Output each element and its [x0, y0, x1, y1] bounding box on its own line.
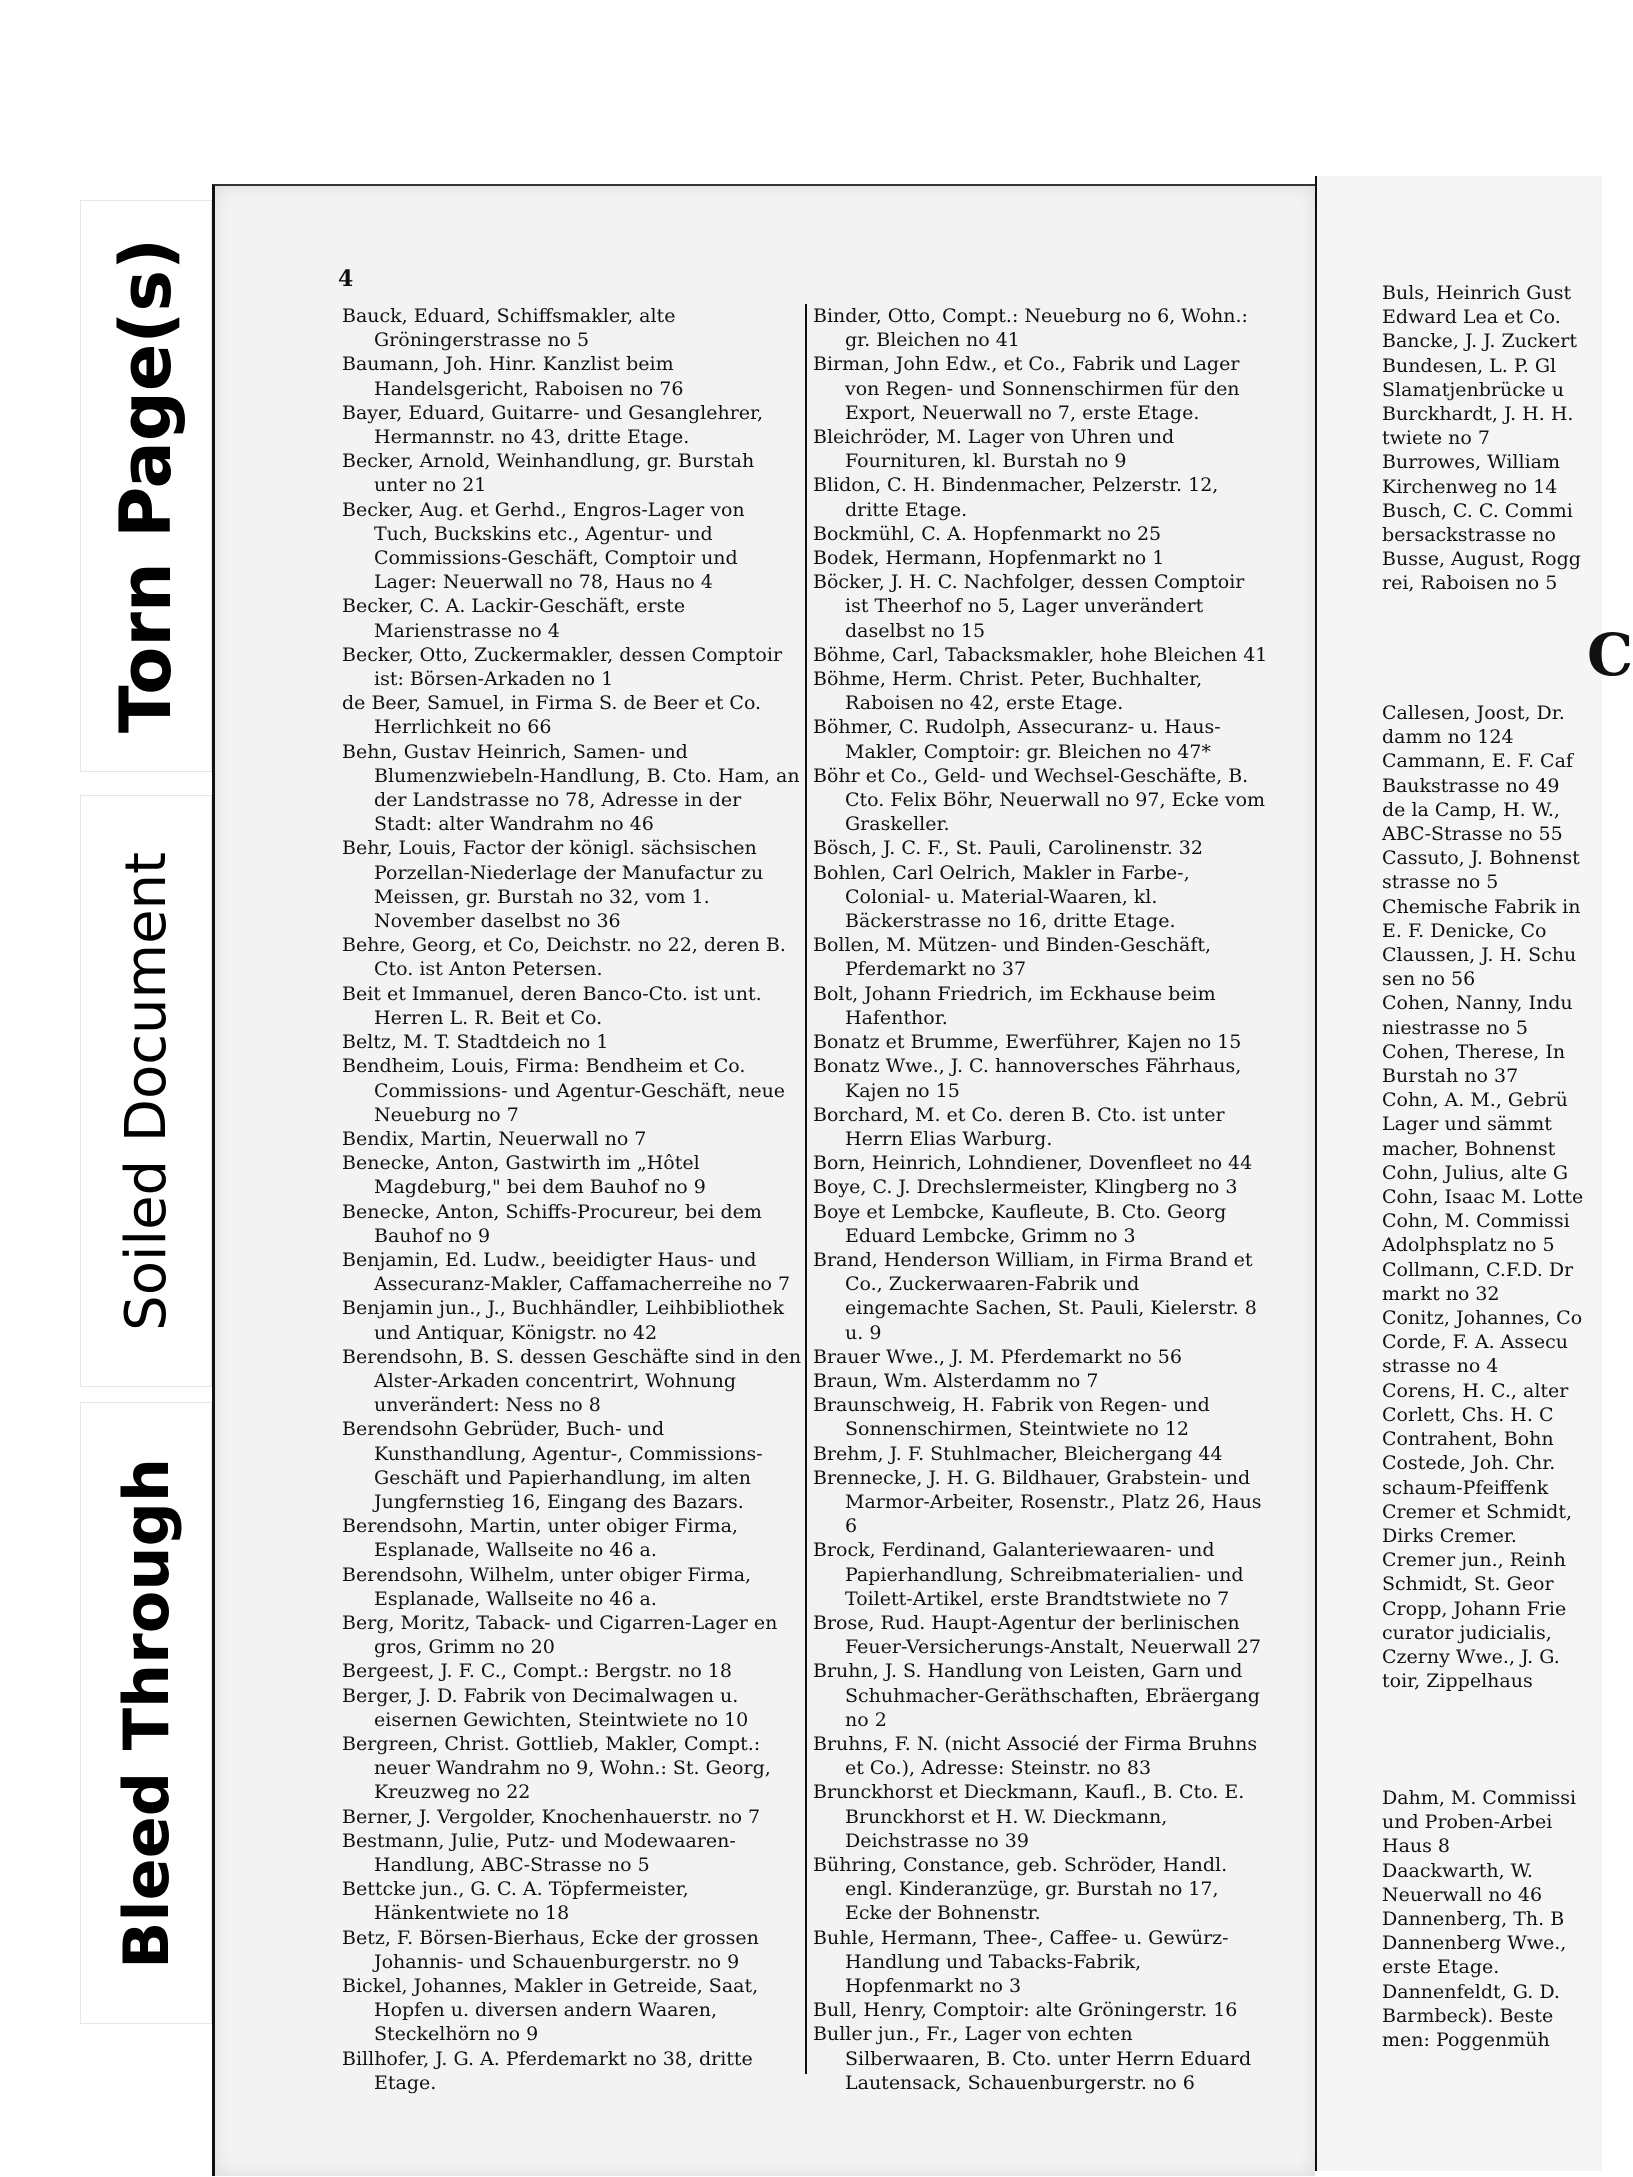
directory-entry: Bayer, Eduard, Guitarre- und Gesanglehrer, Hermannstr. no 43, dritte Etage.: [342, 401, 764, 449]
partial-entry-line: Busch, C. C. Commi: [1382, 499, 1573, 522]
right-column-top: [1382, 281, 1622, 596]
partial-entry-line: Cohen, Therese, In: [1382, 1040, 1566, 1063]
partial-entry-line: markt no 32: [1382, 1282, 1500, 1305]
partial-entry-line: Cohn, M. Commissi: [1382, 1210, 1570, 1233]
directory-entry: Brose, Rud. Haupt-Agentur der berlinischen Feuer-Versicherungs-Anstalt, Neuerwall 27: [813, 1611, 1261, 1659]
directory-entry: Benecke, Anton, Gastwirth im „Hôtel Magdeburg," bei dem Bauhof no 9: [342, 1152, 706, 1199]
partial-entry-line: Haus 8: [1382, 1835, 1451, 1858]
partial-entry-line: Callesen, Joost, Dr.: [1382, 702, 1565, 724]
partial-entry-line: Kirchenweg no 14: [1382, 475, 1558, 498]
directory-entry: Bollen, M. Mützen- und Binden-Geschäft, Pferdemarkt no 37: [813, 934, 1212, 981]
directory-entry: Bohlen, Carl Oelrich, Makler in Farbe-, Colonial- u. Material-Waaren, kl. Bäckerstrasse no 16, dritte Etage.: [813, 861, 1190, 933]
partial-entry-line: Cassuto, J. Bohnenst: [1382, 847, 1580, 870]
partial-entry-line: Corens, H. C., alter: [1382, 1379, 1569, 1402]
partial-entry-line: Cohn, A. M., Gebrü: [1382, 1089, 1568, 1112]
directory-entry: Bendix, Martin, Neuerwall no 7: [342, 1127, 647, 1150]
directory-entry: Becker, Aug. et Gerhd., Engros-Lager von Tuch, Buckskins etc., Agentur- und Commissions-Geschäft, Comptoir und Lager: Neuerwall no 78, Haus no 4: [342, 498, 745, 594]
directory-entry: Benecke, Anton, Schiffs-Procureur, bei dem Bauhof no 9: [342, 1200, 762, 1247]
directory-entry: Brehm, J. F. Stuhlmacher, Bleichergang 44: [813, 1442, 1223, 1465]
directory-entry: Berner, J. Vergolder, Knochenhauerstr. no 7: [342, 1805, 761, 1828]
partial-entry-line: curator judicialis,: [1382, 1621, 1552, 1644]
directory-entry: Bodek, Hermann, Hopfenmarkt no 1: [813, 547, 1165, 570]
directory-entry: Boye et Lembcke, Kaufleute, B. Cto. Georg Eduard Lembcke, Grimm no 3: [813, 1200, 1227, 1247]
directory-entry: Becker, C. A. Lackir-Geschäft, erste Marienstrasse no 4: [342, 595, 686, 642]
adjacent-page: [1315, 176, 1633, 2171]
directory-entry: Berendsohn, B. S. dessen Geschäfte sind in den Alster-Arkaden concentrirt, Wohnung unverändert: Ness no 8: [342, 1345, 802, 1417]
partial-entry-line: Burstah no 37: [1382, 1065, 1519, 1088]
directory-entry: Baumann, Joh. Hinr. Kanzlist beim Handelsgericht, Raboisen no 76: [342, 353, 684, 400]
partial-entry-line: Daackwarth, W.: [1382, 1859, 1533, 1882]
bleed-through-label: [80, 1402, 212, 2024]
partial-entry-line: Conitz, Johannes, Co: [1382, 1307, 1583, 1330]
partial-entry-line: ABC-Strasse no 55: [1382, 823, 1563, 846]
directory-entry: Bruhn, J. S. Handlung von Leisten, Garn und Schuhmacher-Geräthschaften, Ebräergang no 2: [813, 1660, 1260, 1731]
directory-entry: Berendsohn Gebrüder, Buch- und Kunsthandlung, Agentur-, Commissions-Geschäft und Papierhandlung, im alten Jungfernstieg 16, Eingang des Bazars.: [342, 1418, 763, 1513]
directory-entry: Bauck, Eduard, Schiffsmakler, alte Gröningerstrasse no 5: [342, 305, 676, 352]
partial-entry-line: Barmbeck). Beste: [1382, 2004, 1554, 2027]
partial-entry-line: Cremer jun., Reinh: [1382, 1549, 1566, 1572]
partial-entry-line: Slamatjenbrücke u: [1382, 378, 1564, 401]
partial-entry-line: Chemische Fabrik in: [1382, 895, 1581, 918]
directory-entry: Brock, Ferdinand, Galanteriewaaren- und Papierhandlung, Schreibmaterialien- und Toilett-Artikel, erste Brandtstwiete no 7: [813, 1539, 1244, 1610]
torn-pages-label: [80, 200, 212, 772]
directory-entry: Böhmer, C. Rudolph, Assecuranz- u. Haus-Makler, Comptoir: gr. Bleichen no 47*: [813, 716, 1221, 763]
partial-entry-line: Dannenberg Wwe.,: [1382, 1932, 1567, 1955]
directory-entry: Born, Heinrich, Lohndiener, Dovenfleet no 44: [813, 1152, 1253, 1175]
directory-entry: Behre, Georg, et Co, Deichstr. no 22, deren B. Cto. ist Anton Petersen.: [342, 934, 786, 981]
directory-page: [212, 184, 1315, 2176]
partial-entry-line: Dannenberg, Th. B: [1382, 1908, 1565, 1931]
partial-entry-line: Burckhardt, J. H. H.: [1382, 403, 1574, 426]
directory-entry: Benjamin jun., J., Buchhändler, Leihbibliothek und Antiquar, Königstr. no 42: [342, 1297, 785, 1344]
partial-entry-line: Claussen, J. H. Schu: [1382, 944, 1577, 967]
directory-entry: Bolt, Johann Friedrich, im Eckhause beim Hafenthor.: [813, 982, 1216, 1029]
partial-entry-line: Burrowes, William: [1382, 451, 1560, 474]
partial-entry-line: Costede, Joh. Chr.: [1382, 1452, 1556, 1475]
directory-entry: Binder, Otto, Compt.: Neueburg no 6, Wohn.: gr. Bleichen no 41: [813, 305, 1248, 352]
partial-entry-line: Cohn, Isaac M. Lotte: [1382, 1186, 1584, 1209]
directory-entry: Berger, J. D. Fabrik von Decimalwagen u. eisernen Gewichten, Steintwiete no 10: [342, 1684, 749, 1731]
right-column-middle: [1382, 701, 1622, 1693]
partial-entry-line: Edward Lea et Co.: [1382, 306, 1561, 329]
partial-entry-line: men: Poggenmüh: [1382, 2029, 1550, 2052]
soiled-document-label: [80, 795, 212, 1387]
partial-entry-line: Contrahent, Bohn: [1382, 1428, 1554, 1451]
partial-entry-line: toir, Zippelhaus: [1382, 1670, 1533, 1693]
directory-entry: Beit et Immanuel, deren Banco-Cto. ist unt. Herren L. R. Beit et Co.: [342, 982, 762, 1029]
directory-entry: Behr, Louis, Factor der königl. sächsischen Porzellan-Niederlage der Manufactur zu Meissen, gr. Burstah no 32, vom 1. November daselbst no 36: [342, 837, 764, 933]
directory-entry: Becker, Arnold, Weinhandlung, gr. Burstah unter no 21: [342, 450, 755, 497]
directory-entry: Bendheim, Louis, Firma: Bendheim et Co. Commissions- und Agentur-Geschäft, neue Neueburg no 7: [342, 1055, 786, 1126]
directory-entry: Bühring, Constance, geb. Schröder, Handl. engl. Kinderanzüge, gr. Burstah no 17, Ecke der Bohnenstr.: [813, 1854, 1228, 1925]
partial-entry-line: Bundesen, L. P. Gl: [1382, 354, 1557, 377]
section-letter: C: [1587, 621, 1633, 689]
directory-entry: Bestmann, Julie, Putz- und Modewaaren-Handlung, ABC-Strasse no 5: [342, 1829, 736, 1876]
directory-entry: Brunckhorst et Dieckmann, Kaufl., B. Cto. E. Brunckhorst et H. W. Dieckmann, Deichstrasse no 39: [813, 1781, 1245, 1852]
partial-entry-line: Lager und sämmt: [1382, 1113, 1552, 1136]
directory-entry: Brennecke, J. H. G. Bildhauer, Grabstein- und Marmor-Arbeiter, Rosenstr., Platz 26, Haus 6: [813, 1466, 1262, 1538]
soiled-document-text: Soiled Document: [113, 851, 179, 1331]
partial-entry-line: strasse no 5: [1382, 871, 1499, 894]
partial-entry-line: erste Etage.: [1382, 1956, 1500, 1979]
partial-entry-line: twiete no 7: [1382, 427, 1490, 450]
directory-entry: Bull, Henry, Comptoir: alte Gröningerstr. 16: [813, 1999, 1238, 2022]
partial-entry-line: Busse, August, Rogg: [1382, 548, 1581, 571]
directory-entry: Bruhns, F. N. (nicht Associé der Firma Bruhns et Co.), Adresse: Steinstr. no 83: [813, 1732, 1258, 1780]
partial-entry-line: Cammann, E. F. Caf: [1382, 750, 1573, 773]
partial-entry-line: strasse no 4: [1382, 1355, 1499, 1378]
partial-entry-line: sen no 56: [1382, 968, 1476, 991]
directory-entry: Bickel, Johannes, Makler in Getreide, Saat, Hopfen u. diversen andern Waaren, Steckelhörn no 9: [342, 1975, 759, 2046]
directory-entry: Beltz, M. T. Stadtdeich no 1: [342, 1031, 609, 1054]
partial-entry-line: Czerny Wwe., J. G.: [1382, 1645, 1560, 1668]
directory-entry: Buhle, Hermann, Thee-, Caffee- u. Gewürz-Handlung und Tabacks-Fabrik, Hopfenmarkt no 3: [813, 1926, 1229, 1998]
partial-entry-line: Neuerwall no 46: [1382, 1883, 1543, 1906]
partial-entry-line: rei, Raboisen no 5: [1382, 572, 1558, 595]
partial-entry-line: E. F. Denicke, Co: [1382, 919, 1547, 942]
directory-entry: de Beer, Samuel, in Firma S. de Beer et Co. Herrlichkeit no 66: [342, 692, 762, 739]
directory-entry: Behn, Gustav Heinrich, Samen- und Blumenzwiebeln-Handlung, B. Cto. Ham, an der Landstrasse no 78, Adresse in der Stadt: alter Wandrahm no 46: [342, 740, 800, 836]
directory-entry: Becker, Otto, Zuckermakler, dessen Comptoir ist: Börsen-Arkaden no 1: [342, 643, 783, 691]
partial-entry-line: und Proben-Arbei: [1382, 1811, 1553, 1834]
directory-entry: Bergreen, Christ. Gottlieb, Makler, Compt.: neuer Wandrahm no 9, Wohn.: St. Georg, Kreuzweg no 22: [342, 1732, 771, 1804]
directory-entry: Böcker, J. H. C. Nachfolger, dessen Comptoir ist Theerhof no 5, Lager unverändert daselbst no 15: [813, 571, 1245, 642]
directory-entry: Berendsohn, Wilhelm, unter obiger Firma, Esplanade, Wallseite no 46 a.: [342, 1563, 752, 1610]
partial-entry-line: Bancke, J. J. Zuckert: [1382, 330, 1578, 353]
left-column: [342, 304, 802, 2095]
partial-entry-line: Cohn, Julius, alte G: [1382, 1161, 1569, 1184]
partial-entry-line: bersackstrasse no: [1382, 524, 1556, 547]
bleed-through-text: Bleed Through: [109, 1457, 183, 1969]
partial-entry-line: Collmann, C.F.D. Dr: [1382, 1258, 1574, 1281]
directory-entry: Brand, Henderson William, in Firma Brand et Co., Zuckerwaaren-Fabrik und eingemachte Sachen, St. Pauli, Kielerstr. 8 u. 9: [813, 1248, 1257, 1344]
directory-entry: Boye, C. J. Drechslermeister, Klingberg no 3: [813, 1176, 1238, 1199]
right-column-bottom: [1382, 1786, 1622, 2052]
partial-entry-line: Dirks Cremer.: [1382, 1524, 1517, 1547]
directory-entry: Bonatz et Brumme, Ewerführer, Kajen no 15: [813, 1031, 1242, 1054]
directory-entry: Bettcke jun., G. C. A. Töpfermeister, Hänkentwiete no 18: [342, 1878, 689, 1925]
directory-entry: Betz, F. Börsen-Bierhaus, Ecke der grossen Johannis- und Schauenburgerstr. no 9: [342, 1926, 759, 1973]
partial-entry-line: Cremer et Schmidt,: [1382, 1500, 1572, 1523]
partial-entry-line: niestrasse no 5: [1382, 1016, 1528, 1039]
directory-entry: Berg, Moritz, Taback- und Cigarren-Lager en gros, Grimm no 20: [342, 1611, 778, 1659]
directory-entry: Benjamin, Ed. Ludw., beeidigter Haus- und Assecuranz-Makler, Caffamacherreihe no 7: [342, 1248, 791, 1296]
directory-entry: Birman, John Edw., et Co., Fabrik und Lager von Regen- und Sonnenschirmen für den Export, Neuerwall no 7, erste Etage.: [813, 353, 1240, 424]
directory-entry: Blidon, C. H. Bindenmacher, Pelzerstr. 12, dritte Etage.: [813, 474, 1219, 521]
partial-entry-line: Cropp, Johann Frie: [1382, 1597, 1567, 1620]
directory-entry: Brauer Wwe., J. M. Pferdemarkt no 56: [813, 1345, 1182, 1368]
partial-entry-line: Schmidt, St. Geor: [1382, 1573, 1554, 1596]
partial-entry-line: Dahm, M. Commissi: [1382, 1787, 1577, 1809]
directory-entry: Berendsohn, Martin, unter obiger Firma, Esplanade, Wallseite no 46 a.: [342, 1515, 738, 1562]
partial-entry-line: Adolphsplatz no 5: [1382, 1234, 1555, 1257]
directory-entry: Bonatz Wwe., J. C. hannoversches Fährhaus, Kajen no 15: [813, 1055, 1242, 1102]
partial-entry-line: damm no 124: [1382, 726, 1514, 749]
directory-entry: Buller jun., Fr., Lager von echten Silberwaaren, B. Cto. unter Herrn Eduard Lautensack, Schauenburgerstr. no 6: [813, 2023, 1252, 2094]
partial-entry-line: Dannenfeldt, G. D.: [1382, 1980, 1560, 2003]
partial-entry-line: schaum-Pfeiffenk: [1382, 1476, 1549, 1499]
partial-entry-line: Baukstrasse no 49: [1382, 774, 1560, 797]
directory-entry: Braunschweig, H. Fabrik von Regen- und Sonnenschirmen, Steintwiete no 12: [813, 1394, 1210, 1441]
directory-entry: Böhme, Carl, Tabacksmakler, hohe Bleichen 41: [813, 643, 1268, 666]
directory-entry: Bleichröder, M. Lager von Uhren und Fournituren, kl. Burstah no 9: [813, 426, 1175, 473]
directory-entry: Borchard, M. et Co. deren B. Cto. ist unter Herrn Elias Warburg.: [813, 1103, 1225, 1150]
partial-entry-line: Corde, F. A. Assecu: [1382, 1331, 1568, 1354]
directory-entry: Braun, Wm. Alsterdamm no 7: [813, 1369, 1099, 1392]
partial-entry-line: Cohen, Nanny, Indu: [1382, 992, 1573, 1015]
partial-entry-line: de la Camp, H. W.,: [1382, 798, 1560, 821]
directory-entry: Bösch, J. C. F., St. Pauli, Carolinenstr. 32: [813, 837, 1203, 860]
directory-entry: Bergeest, J. F. C., Compt.: Bergstr. no 18: [342, 1660, 732, 1683]
partial-entry-line: Buls, Heinrich Gust: [1382, 282, 1572, 304]
partial-entry-line: macher, Bohnenst: [1382, 1137, 1556, 1160]
middle-column: [805, 304, 1268, 2094]
torn-pages-text: Torn Page(s): [105, 238, 187, 734]
directory-entry: Billhofer, J. G. A. Pferdemarkt no 38, dritte Etage.: [342, 2047, 753, 2094]
directory-entry: Bockmühl, C. A. Hopfenmarkt no 25: [813, 522, 1162, 545]
directory-entry: Böhr et Co., Geld- und Wechsel-Geschäfte, B. Cto. Felix Böhr, Neuerwall no 97, Ecke vom Graskeller.: [813, 764, 1266, 836]
partial-entry-line: Corlett, Chs. H. C: [1382, 1403, 1554, 1426]
page-number: 4: [338, 266, 354, 292]
directory-entry: Böhme, Herm. Christ. Peter, Buchhalter, Raboisen no 42, erste Etage.: [813, 668, 1203, 715]
